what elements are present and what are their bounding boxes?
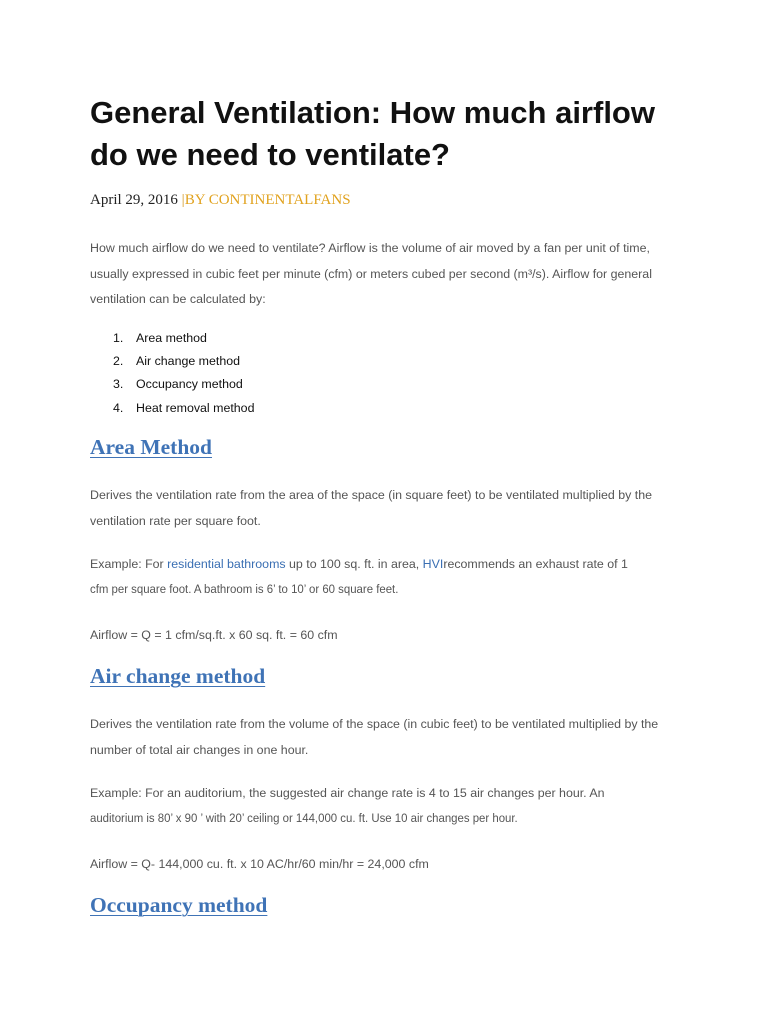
residential-bathrooms-link[interactable]: residential bathrooms <box>167 557 286 571</box>
list-item <box>90 351 254 374</box>
article-title: General Ventilation: How much airflow do we need to ventilate? <box>90 95 655 172</box>
byline-separator: | <box>181 192 185 208</box>
area-method-example <box>90 552 680 601</box>
list-number: 3. <box>113 377 124 392</box>
list-item-label: Heat removal method <box>136 400 255 415</box>
list-item-label: Area method <box>136 331 207 345</box>
air-change-method-heading: Air change method <box>90 664 266 688</box>
example-middle: up to 100 sq. ft. in area, <box>285 557 423 571</box>
area-method-heading: Area Method <box>90 435 213 459</box>
methods-list <box>90 328 254 421</box>
air-change-method-example <box>90 781 680 831</box>
area-method-formula: Airflow = Q = 1 cfm/sq.ft. x 60 sq. ft. = 60 cfm <box>90 628 338 642</box>
occupancy-method-heading: Occupancy method <box>90 893 268 917</box>
list-number: 1. <box>113 331 124 345</box>
hvi-link[interactable]: HVI <box>422 557 444 571</box>
list-number: 4. <box>113 400 124 415</box>
list-item-label: Occupancy method <box>136 377 243 392</box>
example-line-2: auditorium is 80’ x 90 ’ with 20’ ceiling or 144,000 cu. ft. Use 10 air changes per hour. <box>90 811 518 825</box>
list-item-label: Air change method <box>136 354 241 369</box>
example-suffix: recommends an exhaust rate of 1 <box>443 557 628 571</box>
list-item <box>90 374 254 397</box>
example-line-2: cfm per square foot. A bathroom is 6’ to 10’ or 60 square feet. <box>90 581 399 596</box>
list-item <box>90 328 254 351</box>
author-link[interactable]: BY CONTINENTALFANS <box>184 192 351 208</box>
intro-paragraph: How much airflow do we need to ventilate? Airflow is the volume of air moved by a fan per unit of time, usually expressed in cubic feet per minute (cfm) or meters cubed per second (m³/s). Airflow for general ventilation can be calculated by: <box>90 241 652 306</box>
air-change-method-formula: Airflow = Q- 144,000 cu. ft. x 10 AC/hr/60 min/hr = 24,000 cfm <box>90 857 429 871</box>
list-number: 2. <box>113 354 124 369</box>
example-line-1: Example: For an auditorium, the suggested air change rate is 4 to 15 air changes per hour. An <box>90 786 605 800</box>
publish-date: April 29, 2016 <box>90 192 178 208</box>
list-item <box>90 398 254 421</box>
example-prefix: Example: For <box>90 557 168 571</box>
area-method-description: Derives the ventilation rate from the area of the space (in square feet) to be ventilated multiplied by the ventilation rate per square foot. <box>90 488 653 528</box>
air-change-method-description: Derives the ventilation rate from the volume of the space (in cubic feet) to be ventilated multiplied by the number of total air changes in one hour. <box>90 717 659 757</box>
article-byline <box>90 191 351 209</box>
